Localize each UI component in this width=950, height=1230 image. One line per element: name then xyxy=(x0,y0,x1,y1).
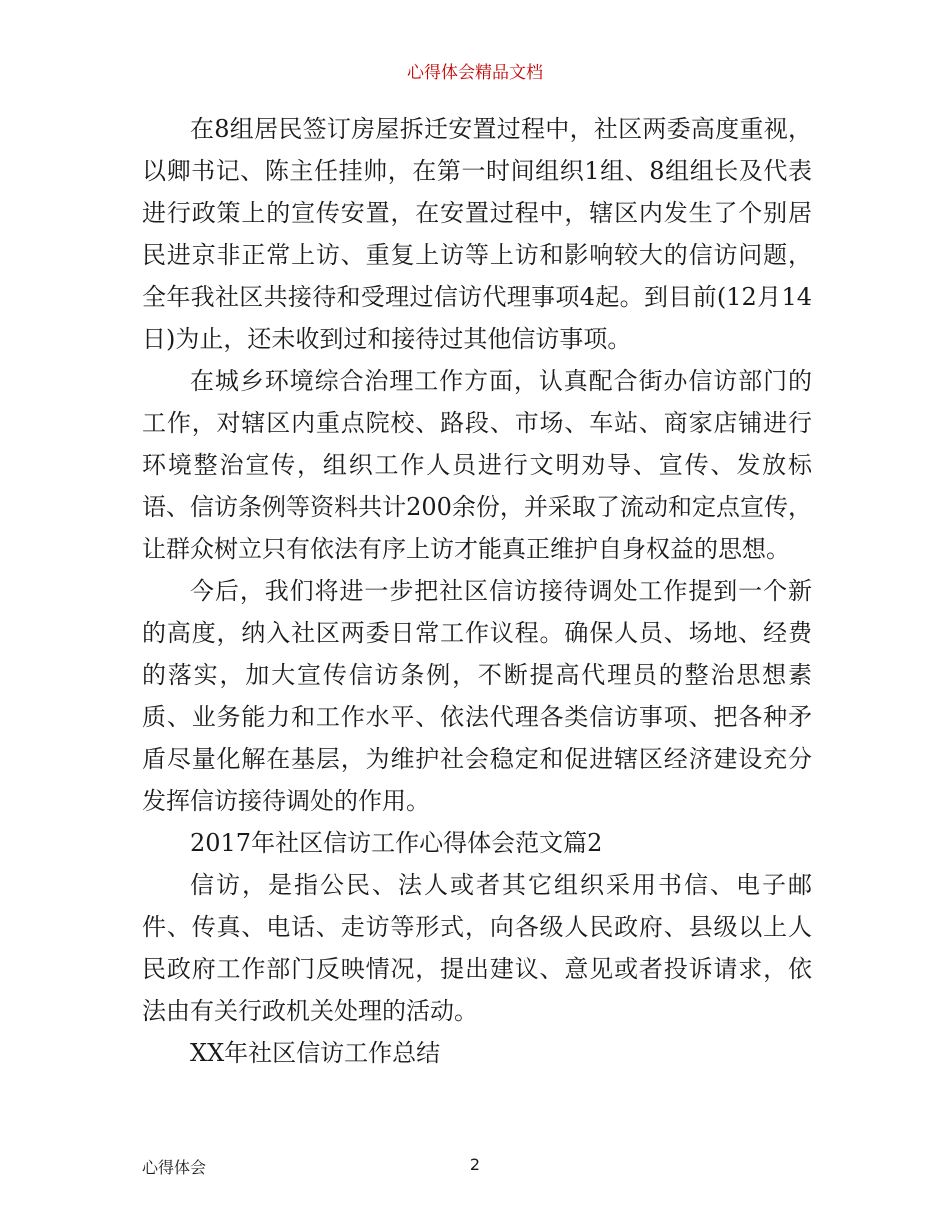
paragraph-1: 在8组居民签订房屋拆迁安置过程中，社区两委高度重视，以卿书记、陈主任挂帅，在第一时间组织1组、8组组长及代表进行政策上的宣传安置，在安置过程中，辖区内发生了个别居民进京非正常上访、重复上访等上访和影响较大的信访问题，全年我社区共接待和受理过信访代理事项4起。到目前(12月14日)为止，还未收到过和接待过其他信访事项。 xyxy=(142,115,812,353)
section-heading-3: XX年社区信访工作总结 xyxy=(190,1039,441,1067)
page-number: 2 xyxy=(469,1155,481,1174)
paragraph-2: 在城乡环境综合治理工作方面，认真配合街办信访部门的工作，对辖区内重点院校、路段、市场、车站、商家店铺进行环境整治宣传，组织工作人员进行文明劝导、宣传、发放标语、信访条例等资料共计200余份，并采取了流动和定点宣传，让群众树立只有依法有序上访才能真正维护自身权益的思想。 xyxy=(142,367,812,563)
paragraph-4: 信访，是指公民、法人或者其它组织采用书信、电子邮件、传真、电话、走访等形式，向各级人民政府、县级以上人民政府工作部门反映情况，提出建议、意见或者投诉请求，依法由有关行政机关处理的活动。 xyxy=(142,871,812,1025)
header-title: 心得体会精品文档 xyxy=(407,63,543,83)
document-body xyxy=(142,108,812,1074)
section-heading-2: 2017年社区信访工作心得体会范文篇2 xyxy=(190,829,603,857)
footer-label: 心得体会 xyxy=(142,1158,207,1177)
paragraph-3: 今后，我们将进一步把社区信访接待调处工作提到一个新的高度，纳入社区两委日常工作议程。确保人员、场地、经费的落实，加大宣传信访条例，不断提高代理员的整治思想素质、业务能力和工作水平、依法代理各类信访事项、把各种矛盾尽量化解在基层，为维护社会稳定和促进辖区经济建设充分发挥信访接待调处的作用。 xyxy=(142,577,812,815)
